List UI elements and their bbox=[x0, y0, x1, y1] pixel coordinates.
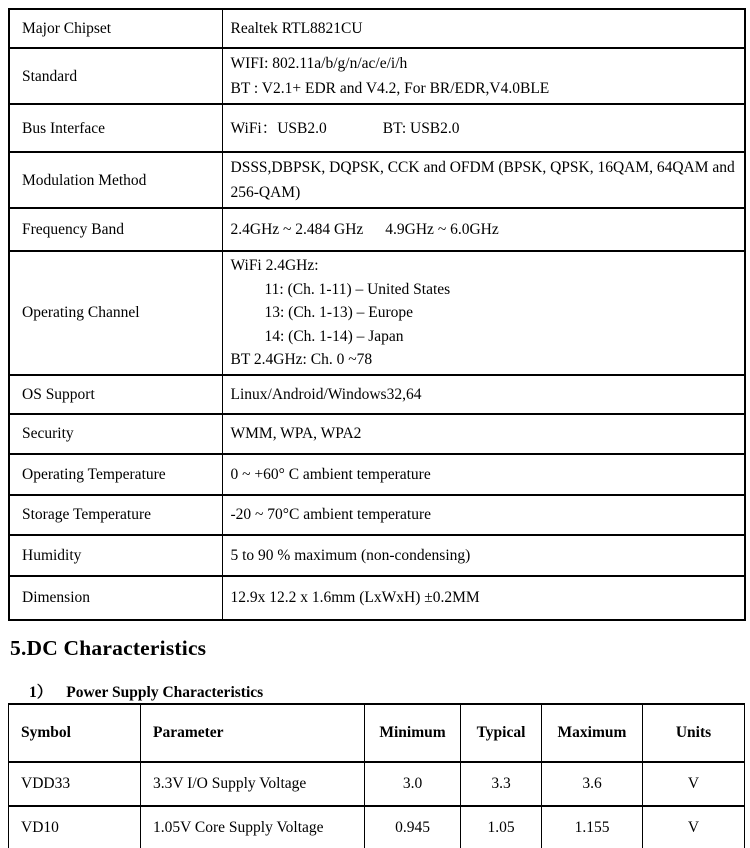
cell-minimum: 0.945 bbox=[365, 806, 461, 848]
spec-row-dimension bbox=[9, 576, 745, 620]
cell-maximum: 3.6 bbox=[542, 762, 643, 806]
header-maximum: Maximum bbox=[542, 704, 643, 762]
spec-table bbox=[8, 8, 746, 621]
subsection-title: Power Supply Characteristics bbox=[66, 684, 264, 701]
band-24: 2.4GHz ~ 2.484 GHz bbox=[230, 221, 364, 238]
spec-label: OS Support bbox=[9, 375, 222, 414]
header-units: Units bbox=[643, 704, 745, 762]
spec-row-operating-temperature bbox=[9, 454, 745, 495]
spec-value bbox=[222, 48, 745, 104]
spec-value: DSSS,DBPSK, DQPSK, CCK and OFDM (BPSK, QPSK, 16QAM, 64QAM and 256-QAM) bbox=[222, 152, 745, 208]
spec-value: -20 ~ 70°C ambient temperature bbox=[222, 495, 745, 535]
header-minimum: Minimum bbox=[365, 704, 461, 762]
spec-row-humidity bbox=[9, 535, 745, 576]
spec-row-modulation bbox=[9, 152, 745, 208]
cell-parameter: 1.05V Core Supply Voltage bbox=[141, 806, 365, 848]
subsection-heading bbox=[29, 680, 263, 702]
spec-label: Major Chipset bbox=[9, 9, 222, 48]
spec-value bbox=[222, 251, 745, 375]
cell-maximum: 1.155 bbox=[542, 806, 643, 848]
spec-value: Linux/Android/Windows32,64 bbox=[222, 375, 745, 414]
spec-label: Frequency Band bbox=[9, 208, 222, 251]
standard-bt-line: BT : V2.1+ EDR and V4.2, For BR/EDR,V4.0BLE bbox=[230, 80, 550, 97]
spec-label: Storage Temperature bbox=[9, 495, 222, 535]
header-parameter: Parameter bbox=[141, 704, 365, 762]
bus-bt: BT: USB2.0 bbox=[382, 119, 460, 137]
spec-label: Dimension bbox=[9, 576, 222, 620]
spec-value: WMM, WPA, WPA2 bbox=[222, 414, 745, 454]
spec-row-bus-interface bbox=[9, 104, 745, 152]
bus-wifi: WiFi：USB2.0 bbox=[230, 119, 327, 137]
standard-wifi-line: WIFI: 802.11a/b/g/n/ac/e/i/h bbox=[230, 55, 408, 72]
spec-row-standard bbox=[9, 48, 745, 104]
spec-value bbox=[222, 104, 745, 152]
cell-units: V bbox=[643, 762, 745, 806]
spec-label: Modulation Method bbox=[9, 152, 222, 208]
section-title: 5.DC Characteristics bbox=[10, 636, 207, 660]
channel-europe: 13: (Ch. 1-13) – Europe bbox=[264, 304, 414, 321]
cell-typical: 3.3 bbox=[461, 762, 542, 806]
power-row-vd10 bbox=[9, 806, 745, 848]
power-supply-table bbox=[8, 703, 745, 848]
spec-label: Operating Channel bbox=[9, 251, 222, 375]
channel-wifi-header: WiFi 2.4GHz: bbox=[230, 257, 319, 274]
channel-japan: 14: (Ch. 1-14) – Japan bbox=[264, 327, 404, 345]
spec-label: Standard bbox=[9, 48, 222, 104]
spec-row-major-chipset bbox=[9, 9, 745, 48]
subsection-number: 1） bbox=[29, 684, 53, 701]
spec-value: 12.9x 12.2 x 1.6mm (LxWxH) ±0.2MM bbox=[222, 576, 745, 620]
cell-symbol: VD10 bbox=[9, 806, 141, 848]
band-5: 4.9GHz ~ 6.0GHz bbox=[385, 221, 499, 238]
channel-bt: BT 2.4GHz: Ch. 0 ~78 bbox=[230, 351, 373, 368]
spec-label: Humidity bbox=[9, 535, 222, 576]
spec-row-frequency-band bbox=[9, 208, 745, 251]
spec-row-operating-channel bbox=[9, 251, 745, 375]
cell-minimum: 3.0 bbox=[365, 762, 461, 806]
header-typical: Typical bbox=[461, 704, 542, 762]
spec-value bbox=[222, 208, 745, 251]
spec-value: 5 to 90 % maximum (non-condensing) bbox=[222, 535, 745, 576]
power-row-vdd33 bbox=[9, 762, 745, 806]
spec-row-os-support bbox=[9, 375, 745, 414]
channel-us: 11: (Ch. 1-11) – United States bbox=[264, 280, 451, 298]
cell-typical: 1.05 bbox=[461, 806, 542, 848]
spec-value: Realtek RTL8821CU bbox=[222, 9, 745, 48]
spec-label: Operating Temperature bbox=[9, 454, 222, 495]
power-header-row bbox=[9, 704, 745, 762]
header-symbol: Symbol bbox=[9, 704, 141, 762]
spec-value: 0 ~ +60° C ambient temperature bbox=[222, 454, 745, 495]
spec-label: Security bbox=[9, 414, 222, 454]
cell-parameter: 3.3V I/O Supply Voltage bbox=[141, 762, 365, 806]
spec-row-storage-temperature bbox=[9, 495, 745, 535]
spec-row-security bbox=[9, 414, 745, 454]
cell-units: V bbox=[643, 806, 745, 848]
cell-symbol: VDD33 bbox=[9, 762, 141, 806]
spec-label: Bus Interface bbox=[9, 104, 222, 152]
